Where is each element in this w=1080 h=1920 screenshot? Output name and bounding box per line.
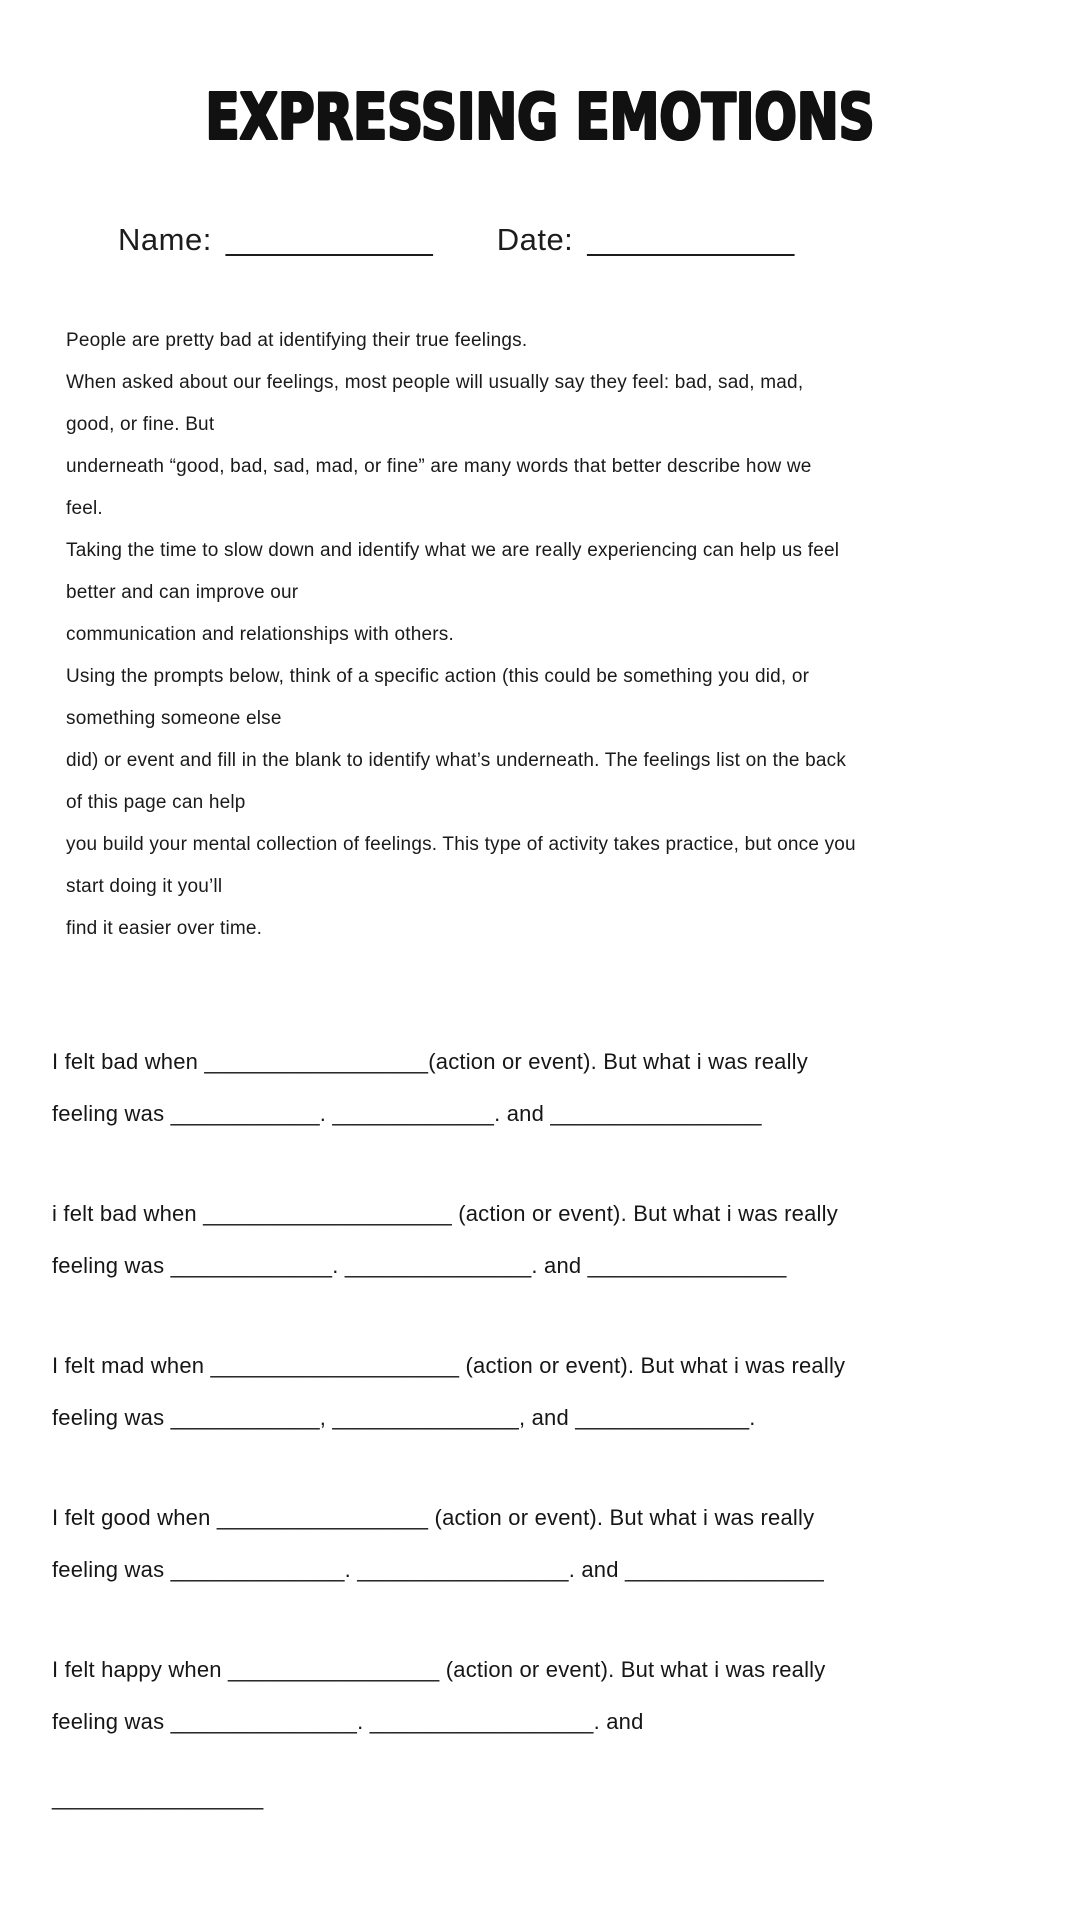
intro-line: People are pretty bad at identifying their true feelings. (66, 330, 528, 351)
intro-line: you build your mental collection of feelings. This type of activity takes practice, but once you (66, 834, 856, 855)
intro-line: underneath “good, bad, sad, mad, or fine” are many words that better describe how we (66, 456, 812, 477)
prompt-line: feeling was _______________. __________________. and (52, 1709, 644, 1734)
fill-in-prompts (52, 1036, 1020, 1824)
prompt-trailing-blank-line: _________________ (52, 1785, 264, 1810)
intro-line: did) or event and fill in the blank to identify what’s underneath. The feelings list on the back (66, 750, 847, 771)
intro-line: good, or fine. But (66, 414, 215, 435)
intro-line: When asked about our feelings, most people will usually say they feel: bad, sad, mad, (66, 372, 804, 393)
prompt-line: I felt good when _________________ (action or event). But what i was really (52, 1505, 815, 1530)
prompt-felt-bad-1 (52, 1036, 1020, 1140)
date-label: Date: (496, 222, 574, 257)
intro-line: start doing it you’ll (66, 876, 223, 897)
intro-line: of this page can help (66, 792, 246, 813)
intro-line: Using the prompts below, think of a specific action (this could be something you did, or (66, 666, 810, 687)
intro-paragraph (66, 320, 1016, 950)
prompt-line: feeling was ______________. _________________. and ________________ (52, 1557, 824, 1582)
name-date-row (118, 222, 1080, 258)
prompt-line: I felt bad when __________________(action or event). But what i was really (52, 1049, 808, 1074)
name-label: Name: (118, 222, 212, 257)
intro-line: feel. (66, 498, 103, 519)
prompt-line: feeling was ____________. _____________. and _________________ (52, 1101, 762, 1126)
intro-line: better and can improve our (66, 582, 299, 603)
page-title: EXPRESSING EMOTIONS (205, 81, 875, 155)
prompt-line: feeling was _____________. _______________. and ________________ (52, 1253, 787, 1278)
intro-line: communication and relationships with others. (66, 624, 454, 645)
name-blank-line: ____________ (225, 222, 433, 257)
prompt-line: i felt bad when ____________________ (action or event). But what i was really (52, 1201, 838, 1226)
intro-line: something someone else (66, 708, 282, 729)
date-blank-line: ____________ (587, 222, 795, 257)
prompt-felt-happy (52, 1644, 1020, 1824)
prompt-line: I felt mad when ____________________ (action or event). But what i was really (52, 1353, 846, 1378)
intro-line: find it easier over time. (66, 918, 263, 939)
prompt-felt-mad (52, 1340, 1020, 1444)
prompt-line: I felt happy when _________________ (action or event). But what i was really (52, 1657, 826, 1682)
prompt-felt-bad-2 (52, 1188, 1020, 1292)
intro-line: Taking the time to slow down and identify what we are really experiencing can help us feel (66, 540, 840, 561)
prompt-line: feeling was ____________, _______________, and ______________. (52, 1405, 756, 1430)
date-group (497, 222, 795, 258)
prompt-felt-good (52, 1492, 1020, 1596)
